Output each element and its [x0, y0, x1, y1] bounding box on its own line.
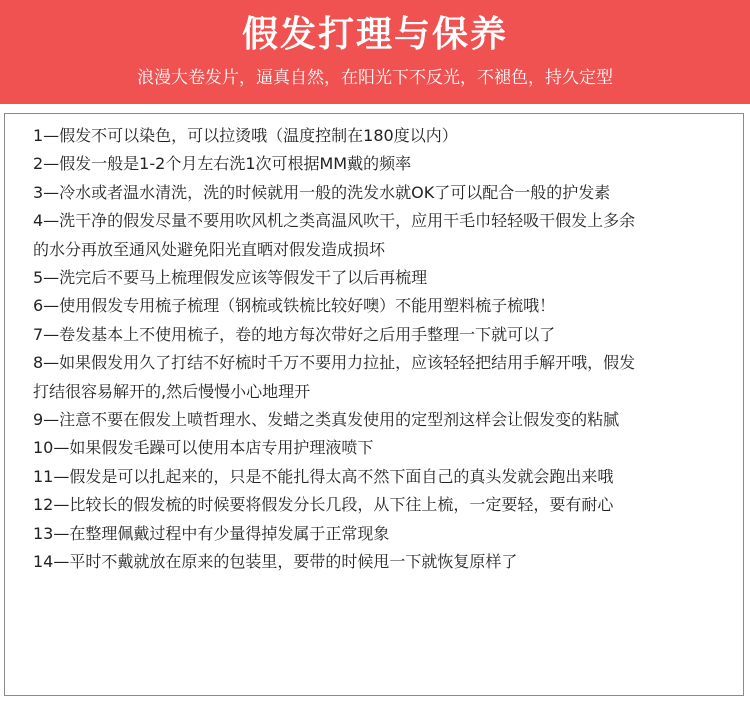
care-tips-list	[5, 114, 743, 577]
header-banner	[0, 0, 750, 104]
care-tip-line: 4—洗干净的假发尽量不要用吹风机之类高温风吹干，应用干毛巾轻轻吸干假发上多余	[33, 211, 636, 231]
care-tip-line: 10—如果假发毛躁可以使用本店专用护理液喷下	[33, 438, 374, 458]
care-tips-panel	[4, 113, 744, 696]
care-tip-line: 8—如果假发用久了打结不好梳时千万不要用力拉扯，应该轻轻把结用手解开哦，假发	[33, 353, 636, 373]
care-tip-line: 11—假发是可以扎起来的，只是不能扎得太高不然下面自己的真头发就会跑出来哦	[33, 466, 614, 486]
care-tip-line: 3—冷水或者温水清洗，洗的时候就用一般的洗发水就OK了可以配合一般的护发素	[33, 182, 611, 202]
care-tip-line: 12—比较长的假发梳的时候要将假发分长几段，从下往上梳，一定要轻，要有耐心	[33, 495, 614, 515]
care-tip-line: 6—使用假发专用梳子梳理（钢梳或铁梳比较好噢）不能用塑料梳子梳哦！	[33, 296, 556, 316]
care-tip-line: 打结很容易解开的,然后慢慢小心地理开	[33, 381, 311, 401]
care-tip-line: 13—在整理佩戴过程中有少量得掉发属于正常现象	[33, 523, 390, 543]
care-tip-line: 的水分再放至通风处避免阳光直晒对假发造成损坏	[33, 239, 386, 259]
care-tip-line: 1—假发不可以染色，可以拉烫哦（温度控制在180度以内）	[33, 126, 458, 145]
care-tip-line: 7—卷发基本上不使用梳子，卷的地方每次带好之后用手整理一下就可以了	[33, 324, 556, 344]
care-tip-line: 2—假发一般是1-2个月左右洗1次可根据MM戴的频率	[33, 154, 412, 174]
care-tip-line: 5—洗完后不要马上梳理假发应该等假发干了以后再梳理	[33, 268, 428, 288]
care-tip-line: 14—平时不戴就放在原来的包装里，要带的时候甩一下就恢复原样了	[33, 552, 518, 572]
care-tip-line: 9—注意不要在假发上喷哲理水、发蜡之类真发使用的定型剂这样会让假发变的粘腻	[33, 410, 620, 430]
page-title: 假发打理与保养	[241, 14, 508, 55]
page-subtitle: 浪漫大卷发片，逼真自然，在阳光下不反光，不褪色，持久定型	[137, 68, 613, 88]
